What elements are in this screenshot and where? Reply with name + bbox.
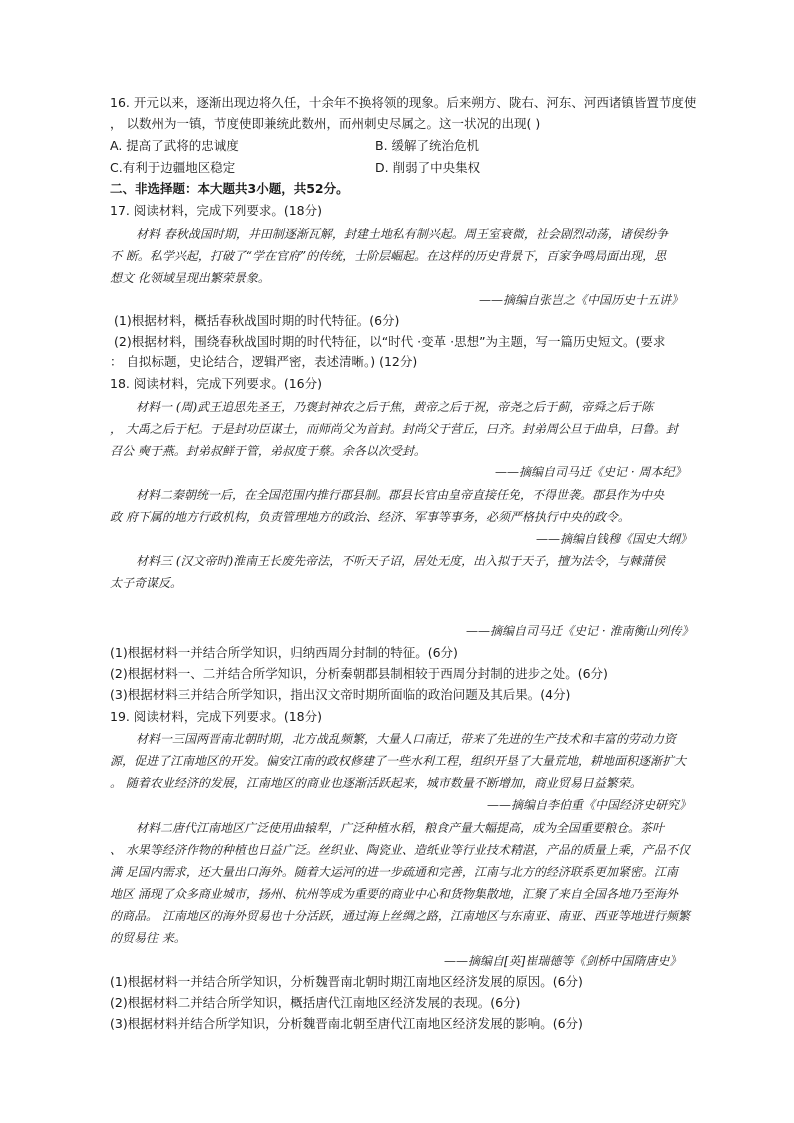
q18-subquestion-3: (3)根据材料三并结合所学知识，指出汉文帝时期所面临的政治问题及其后果。(4分): [110, 687, 571, 702]
q19-material2-line4: 地区 涌现了众多商业城市，扬州、杭州等成为重要的商业中心和货物集散地，汇聚了来自全国各地乃至海外: [110, 887, 678, 901]
q18-source1: ——摘编自司马迁《史记 · 周本纪》: [495, 465, 687, 479]
q19-title: 19. 阅读材料，完成下列要求。(18分): [110, 709, 323, 724]
q19-subquestion-2: (2)根据材料二并结合所学知识，概括唐代江南地区经济发展的表现。(6分): [110, 995, 521, 1010]
q19-source1: ——摘编自李伯重《中国经济史研究》: [487, 798, 692, 812]
q18-subquestion-1: (1)根据材料一并结合所学知识，归纳西周分封制的特征。(6分): [110, 645, 458, 660]
q17-subquestion-2-line2: ： 自拟标题，史论结合，逻辑严密，表述清晰。) (12分): [110, 354, 418, 369]
q17-material-line1: 材料 春秋战国时期，井田制逐渐瓦解，封建土地私有制兴起。周王室衰微，社会剧烈动荡，诸侯纷争: [136, 227, 668, 241]
q16-option-a: A. 提高了武将的忠诚度: [110, 138, 239, 153]
section-heading: 二、非选择题：本大题共3小题，共52分。: [110, 181, 349, 196]
q18-title: 18. 阅读材料，完成下列要求。(16分): [110, 376, 323, 391]
q17-subquestion-2-line1: (2)根据材料，围绕春秋战国时期的时代特征，以“时代 ·变革 ·思想”为主题，写一篇历史短文。(要求: [114, 334, 666, 349]
q16-option-c: C.有利于边疆地区稳定: [110, 160, 236, 175]
q18-material1-line1: 材料一 (周)武王追思先圣王，乃褒封神农之后于焦，黄帝之后于祝，帝尧之后于蓟，帝舜之后于陈: [136, 400, 654, 414]
q16-stem-line2: ， 以数州为一镇，节度使即兼统此数州，而州刺史尽属之。这一状况的出现( ): [110, 116, 541, 131]
q16-option-b: B. 缓解了统治危机: [375, 138, 480, 153]
q18-material2-line1: 材料二秦朝统一后，在全国范围内推行郡县制。郡县长官由皇帝直接任免，不得世袭。郡县作为中央: [136, 488, 665, 502]
q19-material1-line2: 源，促进了江南地区的开发。偏安江南的政权修建了一些水利工程，组织开垦了大量荒地，耕地面积逐渐扩大: [110, 754, 687, 768]
q19-subquestion-3: (3)根据材料并结合所学知识，分析魏晋南北朝至唐代江南地区经济发展的影响。(6分): [110, 1016, 583, 1031]
q19-material1-line1: 材料一三国两晋南北朝时期，北方战乱频繁，大量人口南迁，带来了先进的生产技术和丰富的劳动力资: [136, 732, 677, 746]
q17-source: ——摘编自张岂之《中国历史十五讲》: [479, 293, 684, 307]
q18-material1-line3: 召公 奭于燕。封弟叔鲜于管，弟叔度于蔡。余各以次受封。: [110, 444, 426, 458]
q17-material-line3: 想文 化领域呈现出繁荣景象。: [110, 271, 270, 285]
q19-material2-line1: 材料二唐代江南地区广泛使用曲辕犁，广泛种植水稻，粮食产量大幅提高，成为全国重要粮仓。茶叶: [136, 821, 665, 835]
q18-subquestion-2: (2)根据材料一、二并结合所学知识，分析秦朝郡县制相较于西周分封制的进步之处。(6分): [110, 666, 608, 681]
q19-source2: ——摘编自[英]崔瑞德等《剑桥中国隋唐史》: [444, 954, 682, 968]
q18-material3-line2: 太子奇谋反。: [110, 576, 183, 590]
q19-material2-line3: 满 足国内需求，还大量出口海外。随着大运河的进一步疏通和完善，江南与北方的经济联系更加紧密。江南: [110, 865, 678, 879]
q19-material2-line2: 、 水果等经济作物的种植也日益广泛。丝织业、陶瓷业、造纸业等行业技术精湛，产品的质量上乘，产品不仅: [110, 843, 690, 857]
q17-subquestion-1: (1)根据材料，概括春秋战国时期的时代特征。(6分): [114, 313, 400, 328]
q19-subquestion-1: (1)根据材料一并结合所学知识，分析魏晋南北朝时期江南地区经济发展的原因。(6分): [110, 974, 583, 989]
q17-title: 17. 阅读材料，完成下列要求。(18分): [110, 203, 323, 218]
q18-material2-line2: 政 府下属的地方行政机构，负责管理地方的政治、经济、军事等事务，必须严格执行中央的政令。: [110, 510, 630, 524]
q18-source3: ——摘编自司马迁《史记 · 淮南衡山列传》: [466, 624, 694, 638]
q18-source2: ——摘编自钱穆《国史大纲》: [536, 532, 693, 546]
q19-material2-line5: 的商品。 江南地区的海外贸易也十分活跃，通过海上丝绸之路，江南地区与东南亚、南亚、西亚等地进行频繁: [110, 909, 690, 923]
q17-material-line2: 不 断。私学兴起，打破了“学在官府”的传统，士阶层崛起。在这样的历史背景下，百家争鸣局面出现，思: [110, 249, 667, 263]
q18-material1-line2: ， 大禹之后于杞。于是封功臣谋士，而师尚父为首封。封尚父于营丘，曰齐。封弟周公旦于曲阜，曰鲁。封: [110, 422, 678, 436]
q16-option-d: D. 削弱了中央集权: [375, 160, 481, 175]
q16-stem-line1: 16. 开元以来，逐渐出现边将久任，十余年不换将领的现象。后来朔方、陇右、河东、河西诸镇皆置节度使: [110, 95, 697, 110]
q18-material3-line1: 材料三 (汉文帝时)淮南王长废先帝法，不听天子诏，居处无度，出入拟于天子，擅为法令，与棘蒲侯: [136, 554, 666, 568]
q19-material1-line3: 。 随着农业经济的发展，江南地区的商业也逐渐活跃起来，城市数量不断增加，商业贸易日益繁荣。: [110, 776, 642, 790]
q19-material2-line6: 的贸易往 来。: [110, 931, 186, 945]
